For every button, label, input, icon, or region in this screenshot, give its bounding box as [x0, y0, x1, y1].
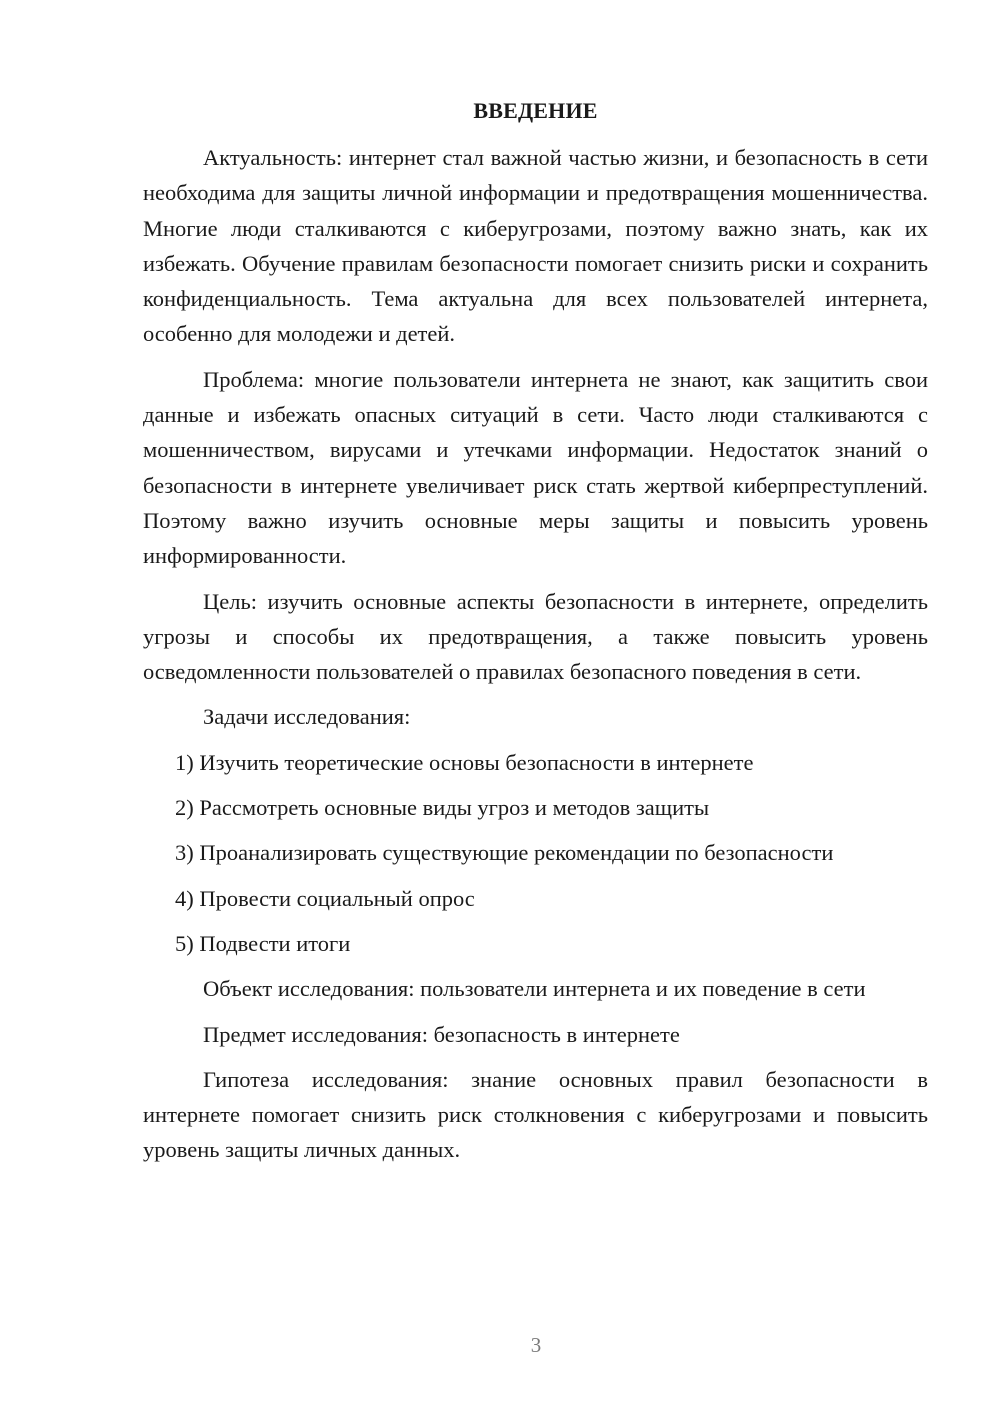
tasks-heading: Задачи исследования:	[203, 704, 411, 730]
list-item: 2) Рассмотреть основные виды угроз и методов защиты	[175, 795, 710, 821]
paragraph-relevance: Актуальность: интернет стал важной частью жизни, и безопасность в сети необходима для защиты личной информации и предотвращения мошенничества. Многие люди сталкиваются с киберугрозами, поэтому важно знать, как их избежать. Обучение правилам безопасности помогает снизить риски и сохранить конфиденциальность. Тема актуальна для всех пользователей интернета, особенно для молодежи и детей.	[143, 145, 928, 347]
page-content	[143, 93, 928, 1178]
paragraph-hypothesis: Гипотеза исследования: знание основных правил безопасности в интернете помогает снизить риск столкновения с киберугрозами и повысить уровень защиты личных данных.	[143, 1066, 928, 1163]
paragraph-object: Объект исследования: пользователи интернета и их поведение в сети	[203, 976, 866, 1002]
paragraph-goal: Цель: изучить основные аспекты безопасности в интернете, определить угрозы и способы их предотвращения, а также повысить уровень осведомленности пользователей о правилах безопасного поведения в сети.	[143, 588, 928, 685]
paragraph-problem: Проблема: многие пользователи интернета не знают, как защитить свои данные и избежать опасных ситуаций в сети. Часто люди сталкиваются с мошенничеством, вирусами и утечками информации. Недостаток знаний о безопасности в интернете увеличивает риск стать жертвой киберпреступлений. Поэтому важно изучить основные меры защиты и повысить уровень информированности.	[143, 366, 928, 569]
paragraph-subject: Предмет исследования: безопасность в интернете	[203, 1021, 680, 1047]
list-item: 4) Провести социальный опрос	[175, 885, 475, 911]
list-item: 1) Изучить теоретические основы безопасности в интернете	[175, 749, 754, 775]
page-number: 3	[530, 1333, 542, 1357]
list-item: 3) Проанализировать существующие рекомендации по безопасности	[175, 840, 834, 866]
section-title: ВВЕДЕНИЕ	[473, 98, 598, 123]
tasks-list	[143, 745, 928, 961]
list-item: 5) Подвести итоги	[175, 930, 351, 956]
